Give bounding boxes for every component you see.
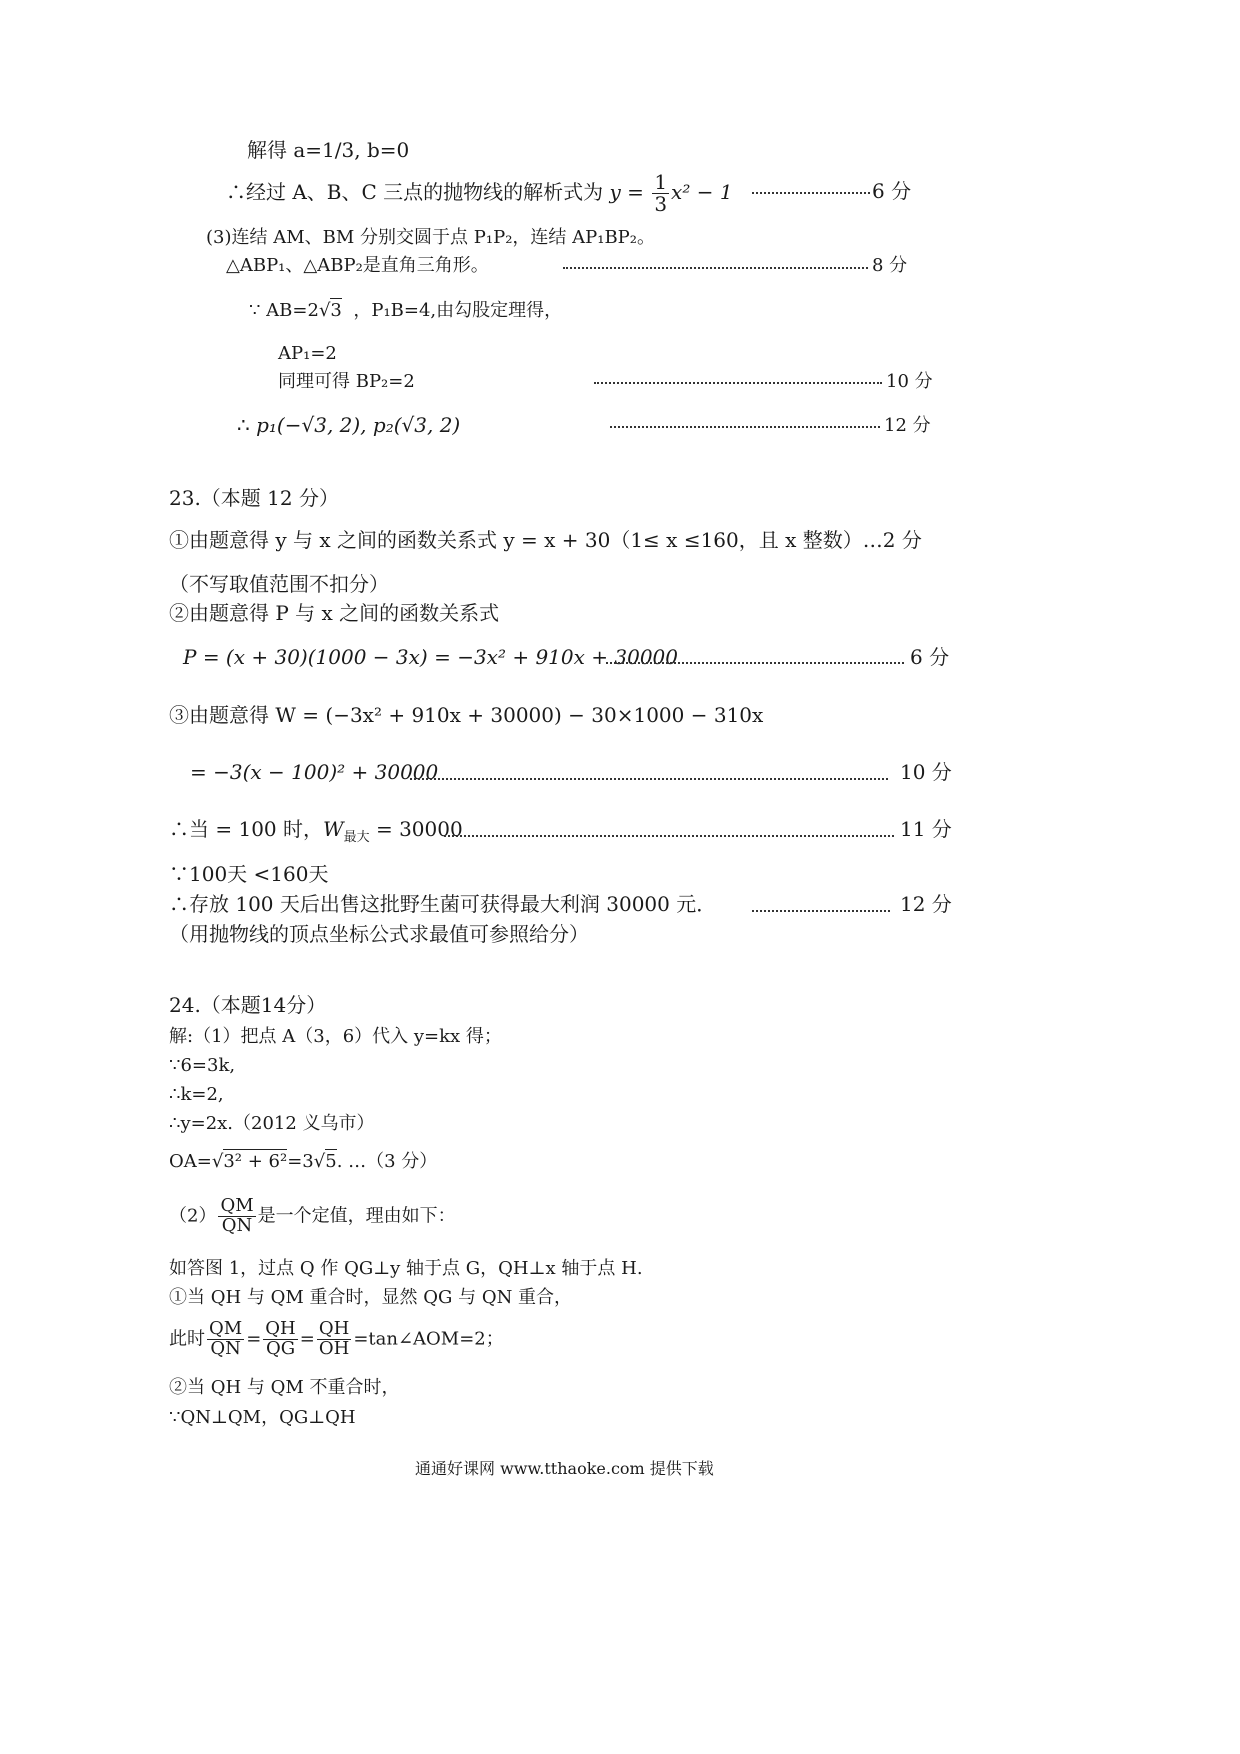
parabola-fraction: $\frac{1}{3}$: [654, 170, 668, 216]
q23-note: （不写取值范围不扣分）: [169, 572, 389, 596]
q23-step4: ∴当 = 100 时，$W_{最大} = 30000$: [169, 817, 463, 845]
q24-oa: OA=√3² + 6²=3√5. …（3 分）: [169, 1151, 438, 1172]
q24-ratio-line: （2） $\frac{QM}{QN}$ 是一个定值，理由如下：: [169, 1195, 456, 1236]
q24-p9: 此时 $\frac{QM}{QN}$ = $\frac{QH}{QG}$ = $\frac{QH}{OH}$ =tan∠AOM=2；: [169, 1318, 504, 1359]
solve-line: 解得 a=1/3, b=0: [247, 138, 410, 162]
parabola-line: ∴经过 A、B、C 三点的抛物线的解析式为 y = $\frac{1}{3}$ x² − 1: [226, 170, 733, 216]
ap1-line: AP₁=2: [278, 343, 337, 364]
bp2-line: 同理可得 BP₂=2: [278, 371, 415, 392]
q24-title: 24.（本题14分）: [169, 993, 327, 1017]
q23-score-6: 6 分: [910, 645, 950, 669]
dot-leader: [410, 778, 888, 780]
q23-step2: ②由题意得 P 与 x 之间的函数关系式: [169, 601, 500, 625]
points-line: ∴ p₁(−√3, 2), p₂(√3, 2): [237, 413, 461, 437]
dot-leader: [752, 192, 870, 194]
footer: 通通好课网 www.tthaoke.com 提供下载: [415, 1459, 714, 1478]
q24-p2: ∵6=3k,: [169, 1055, 236, 1076]
dot-leader: [752, 910, 890, 912]
parabola-y: y: [609, 180, 621, 204]
q23-score-10: 10 分: [900, 760, 952, 784]
dot-leader: [563, 267, 868, 269]
dot-leader: [606, 662, 904, 664]
score-8: 8 分: [872, 255, 908, 276]
q24-p7: 如答图 1，过点 Q 作 QG⊥y 轴于点 G，QH⊥x 轴于点 H.: [169, 1258, 643, 1279]
parabola-rest: x² − 1: [671, 180, 733, 204]
q23-step3: ③由题意得 W = (−3x² + 910x + 30000) − 30×1000 − 310x: [169, 703, 764, 727]
q23-step1: ①由题意得 y 与 x 之间的函数关系式 y = x + 30（1≤ x ≤160，且 x 整数）…2 分: [169, 528, 922, 552]
q24-p11: ∵QN⊥QM，QG⊥QH: [169, 1407, 356, 1428]
q24-p3: ∴k=2,: [169, 1084, 224, 1105]
q24-p1: 解:（1）把点 A（3，6）代入 y=kx 得；: [169, 1026, 502, 1047]
q23-step5: ∵100天 <160天: [169, 862, 329, 886]
q23-note2: （用抛物线的顶点坐标公式求最值可参照给分）: [169, 922, 589, 946]
q24-p4: ∴y=2x.（2012 义乌市）: [169, 1113, 375, 1134]
q23-score-11: 11 分: [900, 817, 952, 841]
q24-p10: ②当 QH 与 QM 不重合时，: [169, 1377, 400, 1398]
q23-w-equation: = −3(x − 100)² + 30000: [190, 760, 439, 784]
ab-line: ∵ AB=2√3 ，P₁B=4,由勾股定理得，: [249, 300, 563, 321]
q23-step6: ∴存放 100 天后出售这批野生菌可获得最大利润 30000 元．: [169, 892, 717, 916]
dot-leader: [610, 426, 880, 428]
dot-leader: [444, 835, 894, 837]
q23-score-12: 12 分: [900, 892, 952, 916]
q23-title: 23.（本题 12 分）: [169, 486, 339, 510]
q23-p-equation: P = (x + 30)(1000 − 3x) = −3x² + 910x + 30000: [183, 645, 678, 669]
dot-leader: [594, 382, 882, 384]
parabola-text: ∴经过 A、B、C 三点的抛物线的解析式为: [226, 180, 610, 204]
score-6: 6 分: [872, 179, 912, 203]
q24-p8: ①当 QH 与 QM 重合时，显然 QG 与 QN 重合，: [169, 1287, 573, 1308]
step3-line: (3)连结 AM、BM 分别交圆于点 P₁P₂，连结 AP₁BP₂。: [206, 227, 656, 248]
score-10: 10 分: [886, 371, 933, 392]
score-12: 12 分: [884, 415, 931, 436]
right-triangle-line: △ABP₁、△ABP₂是直角三角形。: [226, 255, 489, 276]
